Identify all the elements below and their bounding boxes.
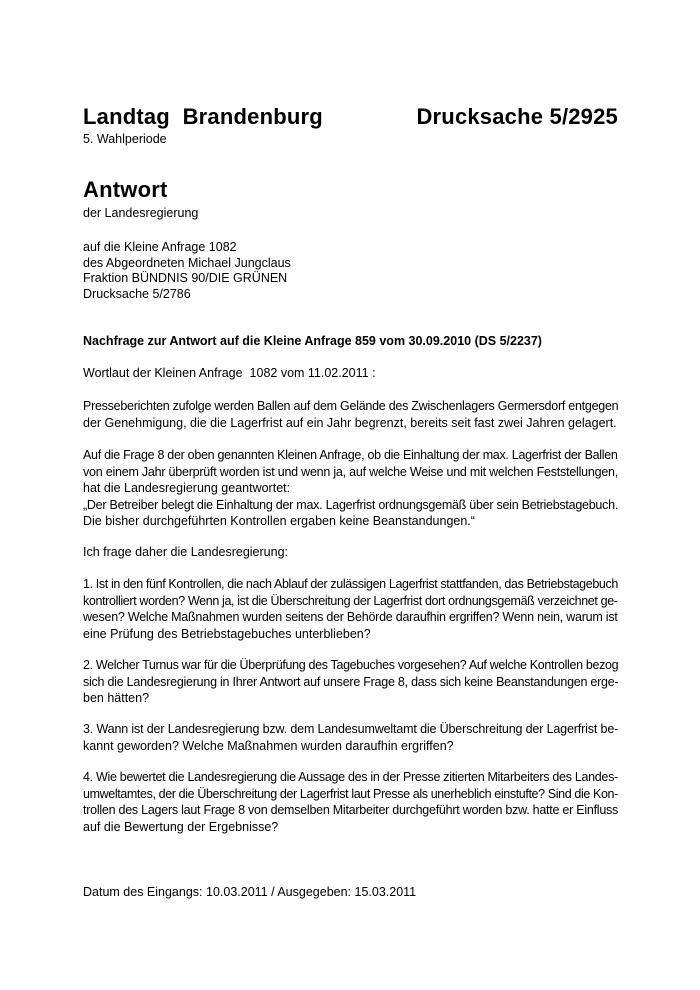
inquiry-line: des Abgeordneten Michael Jungclaus [83, 255, 291, 270]
drucksache-number: Drucksache 5/2925 [416, 104, 618, 129]
paragraph-line: Auf die Frage 8 der oben genannten Kleinen Anfrage, ob die Einhaltung der max. Lagerfrist der Ballen [83, 448, 618, 462]
paragraph-line: „Der Betreiber belegt die Einhaltung der max. Lagerfrist ordnungsgemäß über sein Betriebstagebuch. [83, 497, 619, 512]
parliament-name: Landtag Brandenburg [83, 104, 323, 129]
paragraph-question-intro [83, 544, 618, 561]
inquiry-line: Drucksache 5/2786 [83, 286, 191, 301]
document-header [83, 104, 618, 130]
paragraph-line: trollen des Lagers laut Frage 8 von demselben Mitarbeiter durchgeführt worden bzw. hatte er Einfluss [83, 803, 619, 817]
question-3 [83, 721, 618, 754]
paragraph-line: hat die Landesregierung geantwortet: [83, 481, 291, 495]
question-1 [83, 576, 618, 642]
paragraph-line: 1. Ist in den fünf Kontrollen, die nach Ablauf der zulässigen Lagerfrist stattfanden, das Betriebstagebuch [83, 577, 618, 591]
question-2 [83, 657, 618, 707]
paragraph-line: wesen? Welche Maßnahmen wurden seitens der Behörde daraufhin ergriffen? Wenn nein, warum ist [83, 610, 618, 624]
wortlaut-line: Wortlaut der Kleinen Anfrage 1082 vom 11.02.2011 : [83, 366, 376, 380]
paragraph-line: Ich frage daher die Landesregierung: [83, 545, 289, 559]
inquiry-block [83, 240, 291, 302]
answer-from: der Landesregierung [83, 206, 199, 220]
paragraph-line: der Genehmigung, die die Lagerfrist auf ein Jahr begrenzt, bereits seit fast zwei Jahren gelagert. [83, 415, 617, 430]
answer-title: Antwort [83, 177, 168, 202]
paragraph-line: Presseberichten zufolge werden Ballen auf dem Gelände des Zwischenlagers Germersdorf entgegen [83, 399, 619, 413]
paragraph-line: kannt geworden? Welche Maßnahmen wurden daraufhin ergriffen? [83, 738, 454, 753]
paragraph-line: auf die Bewertung der Ergebnisse? [83, 819, 279, 834]
paragraph-line: 2. Welcher Turnus war für die Überprüfung des Tagebuches vorgesehen? Auf welche Kontrollen bezog [83, 658, 619, 672]
paragraph-intro [83, 398, 618, 431]
inquiry-line: auf die Kleine Anfrage 1082 [83, 240, 237, 254]
paragraph-line: eine Prüfung des Betriebstagebuches unterblieben? [83, 626, 371, 641]
paragraph-line: von einem Jahr überprüft worden ist und wenn ja, auf welche Weise und mit welchen Feststellungen, [83, 464, 619, 479]
paragraph-previous-answer [83, 447, 618, 530]
paragraph-line: umweltamtes, der die Überschreitung der Lagerfrist laut Presse als unerheblich einstufte? Sind die Kon- [83, 786, 618, 801]
election-period: 5. Wahlperiode [83, 132, 167, 146]
paragraph-line: 4. Wie bewertet die Landesregierung die Aussage des in der Presse zitierten Mitarbeiters des Landes- [83, 770, 618, 784]
paragraph-line: sich die Landesregierung in Ihrer Antwort auf unsere Frage 8, dass sich keine Beanstandungen erge- [83, 674, 619, 689]
question-4 [83, 769, 618, 835]
paragraph-line: ben hätten? [83, 691, 150, 705]
receipt-dates: Datum des Eingangs: 10.03.2011 / Ausgegeben: 15.03.2011 [83, 885, 417, 899]
paragraph-line: Die bisher durchgeführten Kontrollen ergaben keine Beanstandungen.“ [83, 514, 475, 528]
subject-heading: Nachfrage zur Antwort auf die Kleine Anfrage 859 vom 30.09.2010 (DS 5/2237) [83, 334, 542, 348]
paragraph-line: 3. Wann ist der Landesregierung bzw. dem Landesumweltamt die Überschreitung der Lagerfrist be- [83, 722, 619, 736]
paragraph-line: kontrolliert worden? Wenn ja, ist die Überschreitung der Lagerfrist dort ordnungsgemäß verzeichnet ge- [83, 593, 618, 608]
inquiry-line: Fraktion BÜNDNIS 90/DIE GRÜNEN [83, 271, 288, 285]
